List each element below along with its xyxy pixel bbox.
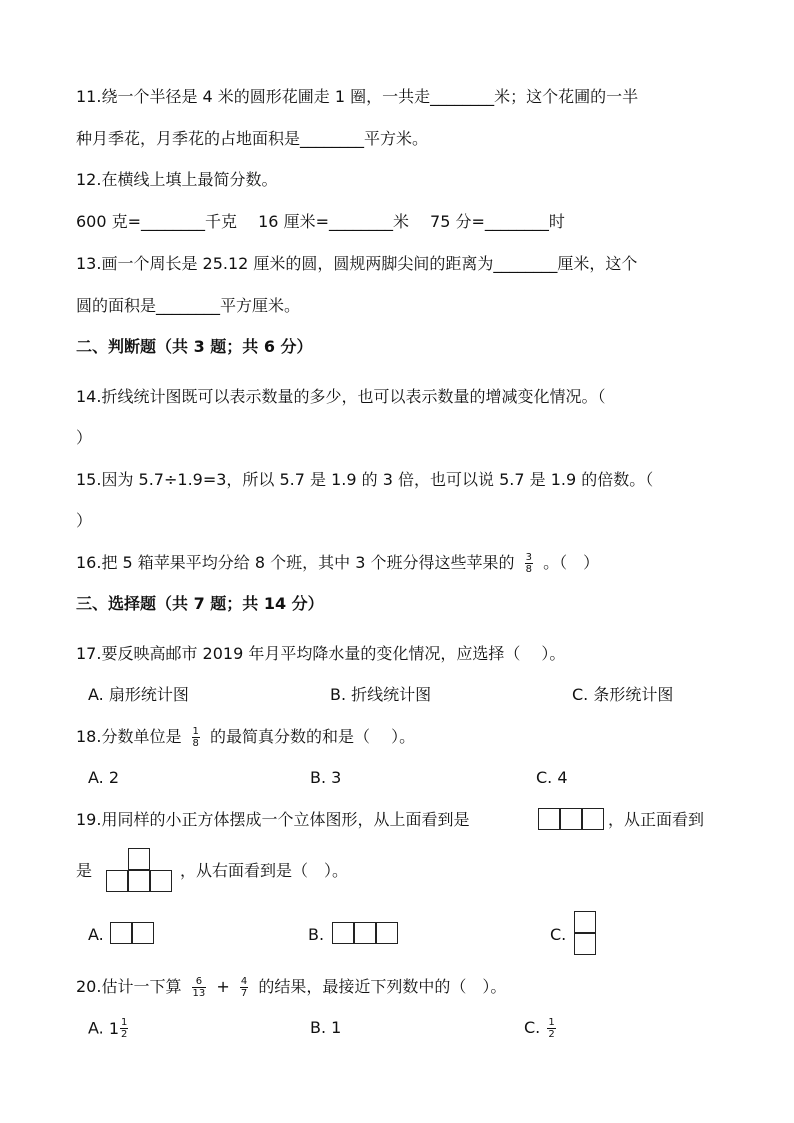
q11-line2: 种月季花，月季花的占地面积是________平方米。 <box>76 129 429 148</box>
q14-line2: ） <box>76 428 93 447</box>
q20-frac1-denominator: 13 <box>192 988 206 999</box>
q16-frac-denominator: 8 <box>525 564 532 575</box>
cube-square <box>560 808 582 830</box>
q19-option-b-figure[interactable] <box>332 922 398 944</box>
q17-option-b[interactable]: B. 折线统计图 <box>330 685 432 704</box>
q18-option-b[interactable]: B. 3 <box>310 768 342 787</box>
q18-frac-denominator: 8 <box>192 738 199 749</box>
q20-option-a-fraction <box>120 1017 128 1040</box>
cube-square <box>132 922 154 944</box>
q20-plus-sign: + <box>216 977 230 996</box>
cube-square <box>582 808 604 830</box>
q19-option-b-label[interactable]: B. <box>308 925 325 944</box>
q14-line1: 14.折线统计图既可以表示数量的多少，也可以表示数量的增减变化情况。（ <box>76 387 606 406</box>
q16-text-after: 。（ ） <box>543 553 600 572</box>
q20-frac1-numerator: 6 <box>195 976 203 987</box>
q17-stem: 17.要反映高邮市 2019 年月平均降水量的变化情况，应选择（ ）。 <box>76 644 566 663</box>
q17-option-a[interactable]: A. 扇形统计图 <box>88 685 189 704</box>
q19-line1-start: 19.用同样的小正方体摆成一个立体图形，从上面看到是 <box>76 810 470 829</box>
q20-option-a-label: A. <box>88 1018 104 1038</box>
q16-text-before: 16.把 5 箱苹果平均分给 8 个班，其中 3 个班分得这些苹果的 <box>76 553 515 572</box>
cube-square <box>538 808 560 830</box>
q18-option-a[interactable]: A. 2 <box>88 768 120 787</box>
q13-line2: 圆的面积是________平方厘米。 <box>76 296 301 315</box>
q19-line2-end: ，从右面看到是（ ）。 <box>180 861 349 880</box>
q20-option-c[interactable] <box>524 1017 561 1040</box>
q19-option-a-label[interactable]: A. <box>88 925 104 944</box>
q16-line <box>76 552 599 575</box>
q20-text-after: 的结果，最接近下列数中的（ ）。 <box>258 977 507 996</box>
q11-line1: 11.绕一个半径是 4 米的圆形花圃走 1 圈，一共走________米；这个花圃的一半 <box>76 87 639 106</box>
cube-square <box>106 870 128 892</box>
q19-option-c-figure[interactable] <box>574 911 596 955</box>
q19-line2-start: 是 <box>76 861 93 880</box>
cube-square <box>354 922 376 944</box>
q20-frac2-numerator: 4 <box>240 976 248 987</box>
q16-fraction <box>525 552 533 575</box>
q20-option-b[interactable]: B. 1 <box>310 1018 342 1037</box>
q20-option-c-numerator: 1 <box>548 1017 555 1028</box>
q15-line2: ） <box>76 511 93 530</box>
q20-fraction-1 <box>192 976 207 999</box>
q20-option-c-label: C. <box>524 1018 541 1037</box>
q15-line1: 15.因为 5.7÷1.9=3，所以 5.7 是 1.9 的 3 倍，也可以说 5.7 是 1.9 的倍数。（ <box>76 470 654 489</box>
cube-square <box>376 922 398 944</box>
q18-option-c[interactable]: C. 4 <box>536 768 568 787</box>
q20-text-before: 20.估计一下算 <box>76 977 182 996</box>
q13-line1: 13.画一个周长是 25.12 厘米的圆，圆规两脚尖间的距离为________厘米，这个 <box>76 254 638 273</box>
q20-option-c-denominator: 2 <box>548 1029 555 1040</box>
cube-square <box>150 870 172 892</box>
cube-square <box>128 870 150 892</box>
cube-square <box>332 922 354 944</box>
q20-fraction-2 <box>240 976 248 999</box>
q20-option-a-mixed-number <box>109 1017 134 1040</box>
cube-square <box>574 933 596 955</box>
q20-frac2-denominator: 7 <box>240 988 248 999</box>
q12-blanks: 600 克=________千克 16 厘米=________米 75 分=________时 <box>76 212 565 231</box>
q20-option-c-fraction <box>547 1017 555 1040</box>
q18-fraction <box>192 726 200 749</box>
q20-option-a-whole: 1 <box>108 1018 120 1038</box>
q18-frac-numerator: 1 <box>192 726 199 737</box>
section-choice-title: 三、选择题（共 7 题；共 14 分） <box>76 594 324 613</box>
q16-frac-numerator: 3 <box>525 552 532 563</box>
q19-top-view-figure <box>538 808 604 830</box>
q19-option-c-label[interactable]: C. <box>550 925 567 944</box>
q19-option-a-figure[interactable] <box>110 922 154 944</box>
q18-text-after: 的最简真分数的和是（ ）。 <box>210 727 416 746</box>
q17-option-c[interactable]: C. 条形统计图 <box>572 685 674 704</box>
q20-option-a[interactable] <box>88 1017 133 1040</box>
q20-stem <box>76 976 506 999</box>
q20-option-a-numerator: 1 <box>121 1017 128 1028</box>
q12-title: 12.在横线上填上最简分数。 <box>76 170 278 189</box>
q19-line1-end: ，从正面看到 <box>608 810 705 829</box>
q18-text-before: 18.分数单位是 <box>76 727 182 746</box>
section-judge-title: 二、判断题（共 3 题；共 6 分） <box>76 337 313 356</box>
cube-square <box>128 848 150 870</box>
cube-square <box>574 911 596 933</box>
q18-stem <box>76 726 415 749</box>
q20-option-a-denominator: 2 <box>121 1029 128 1040</box>
cube-square <box>110 922 132 944</box>
q19-front-view-figure <box>106 848 172 892</box>
